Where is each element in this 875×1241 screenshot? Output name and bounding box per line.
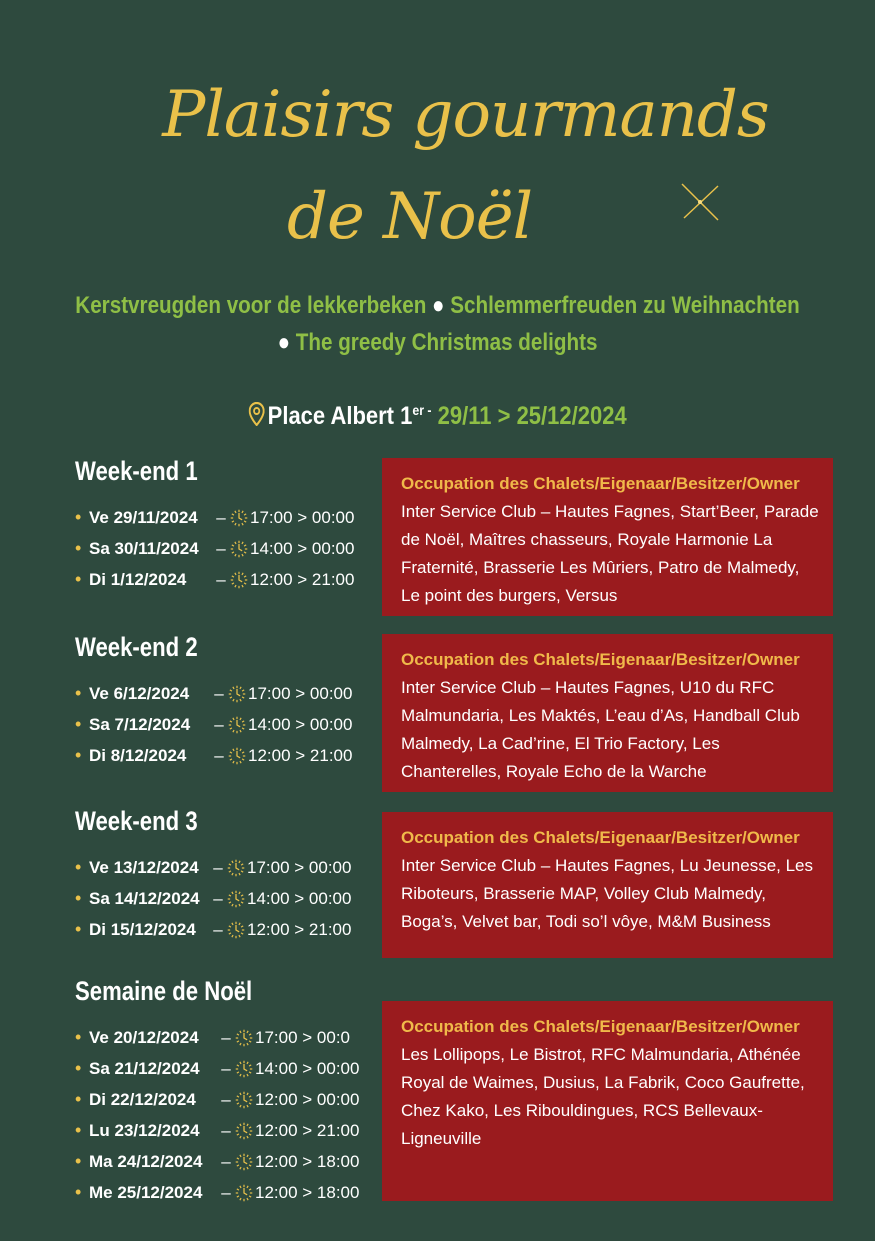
- sparkle-star-icon: [678, 180, 722, 224]
- occupation-list: Les Lollipops, Le Bistrot, RFC Malmundaria, Athénée Royal de Waimes, Dusius, La Fabrik, Coco Gaufrette, Chez Kako, Les Ribouldingues, RCS Bellevaux-Ligneuville: [401, 1045, 805, 1148]
- schedule-row: • Sa 14/12/2024 – 14:00 > 00:00: [75, 883, 351, 914]
- schedule-time: 17:00 > 00:00: [248, 684, 353, 703]
- schedule-time: 14:00 > 00:00: [250, 539, 355, 558]
- schedule-time: 12:00 > 21:00: [255, 1121, 360, 1140]
- schedule-row: • Di 8/12/2024 – 12:00 > 21:00: [75, 740, 352, 771]
- occupation-title: Occupation des Chalets/Eigenaar/Besitzer/Owner: [401, 1017, 800, 1036]
- schedule-day: Ve 29/11/2024: [89, 508, 198, 527]
- schedule-time: 14:00 > 00:00: [248, 715, 353, 734]
- schedule-day: Ve 6/12/2024: [89, 684, 190, 703]
- bullet: •: [75, 538, 82, 558]
- bullet: •: [75, 1120, 82, 1140]
- clock-icon: [227, 890, 245, 908]
- schedule-row: • Sa 21/12/2024 – 14:00 > 00:00: [75, 1053, 359, 1084]
- bullet: •: [75, 919, 82, 939]
- bullet: •: [75, 714, 82, 734]
- bullet: •: [75, 569, 82, 589]
- bullet: •: [75, 745, 82, 765]
- schedule-row: • Lu 23/12/2024 – 12:00 > 21:00: [75, 1115, 359, 1146]
- schedule-day: Ma 24/12/2024: [89, 1152, 203, 1171]
- schedule-day: Di 15/12/2024: [89, 920, 196, 939]
- subtitle-german: Schlemmerfreuden zu Weihnachten: [450, 292, 800, 319]
- schedule-time: 14:00 > 00:00: [255, 1059, 360, 1078]
- occupation-list: Inter Service Club – Hautes Fagnes, Start’Beer, Parade de Noël, Maîtres chasseurs, Royale Harmonie La Fraternité, Brasserie Les Mûriers, Patro de Malmedy, Le point des burgers, Versus: [401, 502, 819, 605]
- schedule-row: • Ve 6/12/2024 – 17:00 > 00:00: [75, 678, 352, 709]
- clock-icon: [230, 571, 248, 589]
- schedule-time: 12:00 > 18:00: [255, 1183, 360, 1202]
- schedule-list: [75, 1022, 359, 1208]
- bullet: •: [75, 888, 82, 908]
- clock-icon: [235, 1153, 253, 1171]
- schedule-row: • Di 15/12/2024 – 12:00 > 21:00: [75, 914, 351, 945]
- schedule-day: Lu 23/12/2024: [89, 1121, 200, 1140]
- bullet: •: [75, 857, 82, 877]
- schedule-row: • Me 25/12/2024 – 12:00 > 18:00: [75, 1177, 359, 1208]
- block-title: Week-end 2: [75, 632, 198, 662]
- bullet: •: [75, 1089, 82, 1109]
- occupation-title: Occupation des Chalets/Eigenaar/Besitzer/Owner: [401, 474, 800, 493]
- occupation-box: [382, 634, 833, 792]
- occupation-title: Occupation des Chalets/Eigenaar/Besitzer/Owner: [401, 828, 800, 847]
- clock-icon: [228, 685, 246, 703]
- bullet: •: [75, 1027, 82, 1047]
- block-title: Semaine de Noël: [75, 976, 253, 1006]
- schedule-time: 12:00 > 21:00: [247, 920, 352, 939]
- occupation-box: [382, 458, 833, 616]
- schedule-day: Ve 13/12/2024: [89, 858, 199, 877]
- schedule-list: [75, 852, 351, 945]
- schedule-day: Sa 7/12/2024: [89, 715, 191, 734]
- clock-icon: [230, 509, 248, 527]
- clock-icon: [228, 716, 246, 734]
- subtitle-dutch: Kerstvreugden voor de lekkerbeken: [75, 292, 427, 319]
- location-line: [53, 402, 823, 431]
- clock-icon: [235, 1029, 253, 1047]
- clock-icon: [227, 859, 245, 877]
- event-dates: 29/11 > 25/12/2024: [437, 402, 627, 430]
- place-superscript: er -: [412, 402, 432, 418]
- clock-icon: [235, 1122, 253, 1140]
- occupation-box: [382, 1001, 833, 1201]
- schedule-row: • Ma 24/12/2024 – 12:00 > 18:00: [75, 1146, 359, 1177]
- block-title: Week-end 3: [75, 806, 198, 836]
- map-pin-icon: [248, 402, 264, 426]
- schedule-day: Ve 20/12/2024: [89, 1028, 199, 1047]
- schedule-time: 17:00 > 00:0: [255, 1028, 351, 1047]
- subtitle-line-2: [61, 329, 814, 357]
- schedule-time: 12:00 > 18:00: [255, 1152, 360, 1171]
- clock-icon: [228, 747, 246, 765]
- clock-icon: [235, 1184, 253, 1202]
- schedule-row: • Ve 20/12/2024 – 17:00 > 00:0: [75, 1022, 359, 1053]
- clock-icon: [230, 540, 248, 558]
- schedule-time: 17:00 > 00:00: [247, 858, 352, 877]
- bullet: •: [75, 683, 82, 703]
- schedule-row: • Sa 7/12/2024 – 14:00 > 00:00: [75, 709, 352, 740]
- schedule-row: • Sa 30/11/2024 – 14:00 > 00:00: [75, 533, 354, 564]
- block-title: Week-end 1: [75, 456, 198, 486]
- schedule-row: • Di 1/12/2024 – 12:00 > 21:00: [75, 564, 354, 595]
- clock-icon: [235, 1060, 253, 1078]
- schedule-day: Sa 14/12/2024: [89, 889, 200, 908]
- subtitle-bullet: ●: [277, 329, 291, 356]
- clock-icon: [235, 1091, 253, 1109]
- bullet: •: [75, 1058, 82, 1078]
- schedule-day: Di 1/12/2024: [89, 570, 187, 589]
- subtitle-line-1: [61, 292, 814, 320]
- schedule-list: [75, 678, 352, 771]
- occupation-list: Inter Service Club – Hautes Fagnes, Lu Jeunesse, Les Riboteurs, Brasserie MAP, Volley Club Malmedy, Boga’s, Velvet bar, Todi so’l vôye, M&M Business: [401, 856, 814, 931]
- bullet: •: [75, 1151, 82, 1171]
- subtitle-english: The greedy Christmas delights: [295, 329, 598, 356]
- title-line-1: Plaisirs gourmands: [162, 78, 769, 152]
- schedule-time: 12:00 > 00:00: [255, 1090, 360, 1109]
- occupation-title: Occupation des Chalets/Eigenaar/Besitzer/Owner: [401, 650, 800, 669]
- schedule-time: 17:00 > 00:00: [250, 508, 355, 527]
- occupation-box: [382, 812, 833, 958]
- schedule-day: Di 22/12/2024: [89, 1090, 196, 1109]
- schedule-time: 12:00 > 21:00: [250, 570, 355, 589]
- occupation-list: Inter Service Club – Hautes Fagnes, U10 du RFC Malmundaria, Les Maktés, L’eau d’As, Handball Club Malmedy, La Cad’rine, El Trio Factory, Les Chanterelles, Royale Echo de la Warche: [401, 678, 800, 781]
- schedule-day: Sa 21/12/2024: [89, 1059, 200, 1078]
- schedule-time: 12:00 > 21:00: [248, 746, 353, 765]
- title-line-2: de Noël: [286, 180, 533, 254]
- schedule-day: Sa 30/11/2024: [89, 539, 199, 558]
- schedule-list: [75, 502, 354, 595]
- bullet: •: [75, 507, 82, 527]
- schedule-day: Di 8/12/2024: [89, 746, 187, 765]
- subtitle-bullet: ●: [432, 292, 445, 319]
- schedule-row: • Ve 13/12/2024 – 17:00 > 00:00: [75, 852, 351, 883]
- clock-icon: [227, 921, 245, 939]
- schedule-time: 14:00 > 00:00: [247, 889, 352, 908]
- schedule-day: Me 25/12/2024: [89, 1183, 203, 1202]
- bullet: •: [75, 1182, 82, 1202]
- schedule-row: • Di 22/12/2024 – 12:00 > 00:00: [75, 1084, 359, 1115]
- schedule-row: • Ve 29/11/2024 – 17:00 > 00:00: [75, 502, 354, 533]
- place-name: Place Albert 1: [267, 402, 413, 430]
